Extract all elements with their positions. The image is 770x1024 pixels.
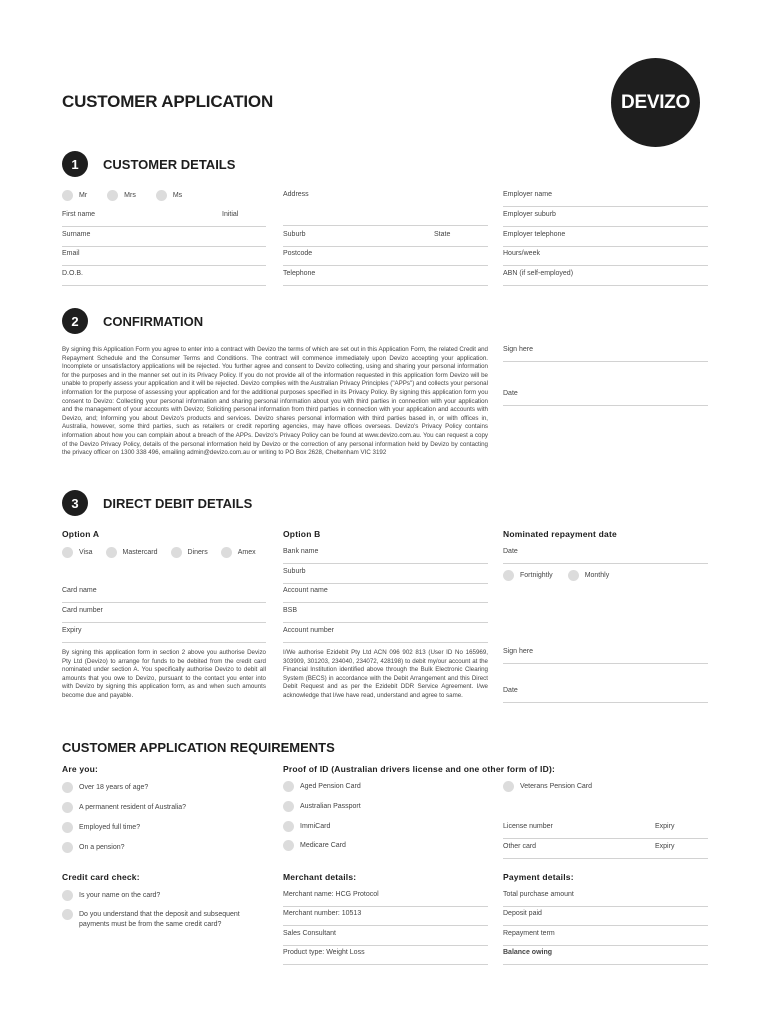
account-number-field[interactable]: Account number — [283, 624, 488, 643]
option-a-heading: Option A — [62, 529, 100, 539]
check-immicard[interactable]: ImmiCard — [283, 822, 330, 832]
section-number-3: 3 — [62, 490, 88, 516]
bank-name-field[interactable]: Bank name — [283, 545, 488, 564]
radio-mastercard[interactable]: Mastercard — [106, 547, 158, 558]
section-title-customer-details: CUSTOMER DETAILS — [103, 157, 236, 172]
check-australian-passport[interactable]: Australian Passport — [283, 802, 361, 812]
radio-circle — [156, 190, 167, 201]
address-field[interactable]: Address — [283, 188, 488, 226]
merchant-name-field: Merchant name: HCG Protocol — [283, 888, 488, 907]
card-type-group — [62, 547, 256, 558]
card-number-field[interactable]: Card number — [62, 604, 266, 623]
surname-field[interactable]: Surname — [62, 228, 266, 247]
credit-card-check-heading: Credit card check: — [62, 872, 140, 882]
checkbox-circle — [62, 842, 73, 853]
radio-monthly[interactable]: Monthly — [568, 570, 610, 581]
balance-owing-field[interactable]: Balance owing — [503, 946, 708, 965]
merchant-details-heading: Merchant details: — [283, 872, 357, 882]
checkbox-circle — [62, 909, 73, 920]
check-veterans-pension-card[interactable]: Veterans Pension Card — [503, 782, 592, 792]
section-title-confirmation: CONFIRMATION — [103, 314, 204, 329]
proof-of-id-heading: Proof of ID (Australian drivers license and one other form of ID): — [283, 764, 556, 774]
dob-field[interactable]: D.O.B. — [62, 267, 266, 286]
checkbox-circle — [283, 821, 294, 832]
nominated-repayment-heading: Nominated repayment date — [503, 529, 617, 539]
repayment-date-field[interactable]: Date — [503, 545, 708, 564]
suburb-field[interactable]: Suburb State — [283, 228, 488, 247]
section-number-1: 1 — [62, 151, 88, 177]
expiry-field[interactable]: Expiry — [62, 624, 266, 643]
employer-name-field[interactable]: Employer name — [503, 188, 708, 207]
other-card-field[interactable]: Other card Expiry — [503, 840, 708, 859]
hours-week-field[interactable]: Hours/week — [503, 247, 708, 266]
sign-here-field[interactable]: Sign here — [503, 343, 708, 362]
radio-circle — [62, 547, 73, 558]
check-over-18[interactable]: Over 18 years of age? — [62, 783, 148, 793]
other-card-expiry-label: Expiry — [655, 843, 675, 850]
payment-details-heading: Payment details: — [503, 872, 574, 882]
radio-circle — [106, 547, 117, 558]
radio-circle — [503, 570, 514, 581]
abn-field[interactable]: ABN (if self-employed) — [503, 267, 708, 286]
radio-mrs[interactable]: Mrs — [107, 190, 136, 201]
check-on-pension[interactable]: On a pension? — [62, 843, 125, 853]
radio-diners[interactable]: Diners — [171, 547, 208, 558]
confirmation-text: By signing this Application Form you agree to enter into a contract with Devizo the terms of which are set out in this Application Form, the related Credit and Repayment Schedule and the Consumer Terms and Conditions. The contract will commence immediately upon Devizo accepting your application. Incomplete or unsatisfactory applications will be rejected. You further agree and consent to Devizo collecting, using and sharing your personal information for the purposes and in the manner set out in its Privacy Policy. If you do not provide all of the information requested in this application form Devizo will be unable to properly assess your application and it will be rejected. Devizo complies with the Australian Privacy Principles ("APPs") and collects your personal information for the purpose of assessing your application and for the additional purposes specified in its Privacy Policy. By signing this application form you consent to Devizo: Collecting your personal information and sharing personal information about you with third parties in connection with your application and the management of your accounts with Devizo; Soliciting personal information from third parties in connection with your application and accounts with Devizo, and; Informing you about Devizo's products and services. Devizo shares personal information with third parties based in, or with offices in, Australia, however, some third parties, such as retailers or credit reporting agencies, may have offices overseas. Devizo's Privacy Policy contains information about how you can complain about a breach of the APPs. Devizo's Privacy Policy can be found at www.devizo.com.au. You can request a copy of the Devizo Privacy Policy, details of the personal information held by Devizo or the correction of any personal information held by Devizo by contacting the privacy officer on 1300 338 496, emailing admin@devizo.com.au or writing to PO Box 2628, Cheltenham VIC 3192 — [62, 346, 488, 457]
page-title: CUSTOMER APPLICATION — [62, 92, 274, 111]
card-name-field[interactable]: Card name — [62, 584, 266, 603]
merchant-number-field: Merchant number: 10513 — [283, 907, 488, 926]
requirements-title: CUSTOMER APPLICATION REQUIREMENTS — [62, 740, 335, 755]
postcode-field[interactable]: Postcode — [283, 247, 488, 266]
checkbox-circle — [62, 822, 73, 833]
check-employed-full-time[interactable]: Employed full time? — [62, 823, 140, 833]
date-field[interactable]: Date — [503, 387, 708, 406]
section-title-direct-debit: DIRECT DEBIT DETAILS — [103, 496, 253, 511]
devizo-logo: DEVIZO — [611, 58, 700, 147]
total-purchase-field[interactable]: Total purchase amount — [503, 888, 708, 907]
checkbox-circle — [283, 801, 294, 812]
check-permanent-resident[interactable]: A permanent resident of Australia? — [62, 803, 186, 813]
employer-telephone-field[interactable]: Employer telephone — [503, 228, 708, 247]
first-name-field[interactable]: First name Initial — [62, 208, 266, 227]
option-a-text: By signing this application form in section 2 above you authorise Devizo Pty Ltd (Devizo) to arrange for funds to be debited from the credit card nominated under section A. You specifically authorise Devizo to debit all amounts that you owe to Devizo, pursuant to the contact you enter into with Devizo by signing this application form, as and when such amounts become due and payable. — [62, 649, 266, 699]
email-field[interactable]: Email — [62, 247, 266, 266]
radio-circle — [568, 570, 579, 581]
section-number-2: 2 — [62, 308, 88, 334]
deposit-paid-field[interactable]: Deposit paid — [503, 907, 708, 926]
checkbox-circle — [62, 802, 73, 813]
initial-label: Initial — [222, 211, 239, 218]
checkbox-circle — [62, 782, 73, 793]
checkbox-circle — [503, 781, 514, 792]
salutation-group — [62, 190, 182, 201]
check-medicare-card[interactable]: Medicare Card — [283, 841, 346, 851]
radio-ms[interactable]: Ms — [156, 190, 182, 201]
license-number-field[interactable]: License number Expiry — [503, 820, 708, 839]
radio-circle — [171, 547, 182, 558]
radio-circle — [62, 190, 73, 201]
radio-circle — [107, 190, 118, 201]
license-expiry-label: Expiry — [655, 823, 675, 830]
are-you-heading: Are you: — [62, 764, 99, 774]
telephone-field[interactable]: Telephone — [283, 267, 488, 286]
debit-sign-here-field[interactable]: Sign here — [503, 645, 708, 664]
radio-visa[interactable]: Visa — [62, 547, 93, 558]
option-b-heading: Option B — [283, 529, 321, 539]
radio-amex[interactable]: Amex — [221, 547, 256, 558]
product-type-field: Product type: Weight Loss — [283, 946, 488, 965]
checkbox-circle — [62, 890, 73, 901]
checkbox-circle — [283, 840, 294, 851]
check-name-on-card[interactable]: Is your name on the card? — [62, 891, 160, 901]
employer-suburb-field[interactable]: Employer suburb — [503, 208, 708, 227]
option-b-text: I/We authorise Ezidebit Pty Ltd ACN 096 902 813 (User ID No 165969, 303909, 301203, 234040, 234072, 428198) to debit my/our account at the Financial Institution identified above through the Bulk Electronic Clearing System (BECS) in accordance with the Debit Arrangement and this Direct Debit Request and as per the Ezidebit DDR Service Agreement. I/we acknowledge that I/we have read, understand and agree to same. — [283, 649, 488, 699]
radio-circle — [221, 547, 232, 558]
debit-date-field[interactable]: Date — [503, 684, 708, 703]
state-label: State — [434, 231, 451, 238]
frequency-group — [503, 570, 609, 581]
repayment-term-field[interactable]: Repayment term — [503, 927, 708, 946]
account-name-field[interactable]: Account name — [283, 584, 488, 603]
bsb-field[interactable]: BSB — [283, 604, 488, 623]
check-aged-pension-card[interactable]: Aged Pension Card — [283, 782, 361, 792]
checkbox-circle — [283, 781, 294, 792]
bank-suburb-field[interactable]: Suburb — [283, 565, 488, 584]
check-same-credit-card[interactable]: Do you understand that the deposit and subsequent payments must be from the same credit card? — [62, 910, 252, 930]
radio-fortnightly[interactable]: Fortnightly — [503, 570, 553, 581]
sales-consultant-field[interactable]: Sales Consultant — [283, 927, 488, 946]
radio-mr[interactable]: Mr — [62, 190, 87, 201]
